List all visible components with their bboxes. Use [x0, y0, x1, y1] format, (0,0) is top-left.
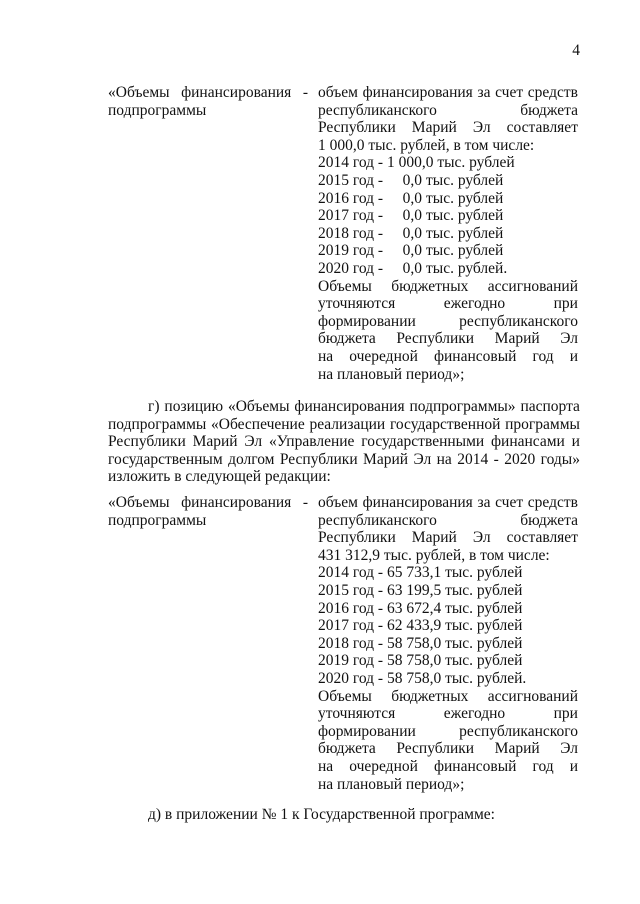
- word: республиканского: [459, 722, 578, 740]
- funding-year-row: [318, 190, 578, 208]
- word: годы»: [540, 450, 580, 468]
- word: бюджета: [520, 511, 578, 529]
- word: Марий: [494, 330, 540, 348]
- note-line: [318, 278, 578, 296]
- word: на: [318, 757, 334, 775]
- word: ежегодно: [443, 295, 506, 313]
- word: объем: [318, 84, 358, 101]
- word: Марий: [411, 119, 457, 137]
- word: бюджетных: [391, 277, 469, 295]
- year-label: 2017 год -: [318, 207, 384, 225]
- word: подпрограммы»: [409, 398, 516, 415]
- year-amount: 0,0: [402, 242, 422, 260]
- paragraph-line: [108, 416, 580, 434]
- word: бюджетных: [391, 687, 469, 705]
- word: «Обеспечение: [211, 415, 305, 433]
- word: Эл: [472, 529, 491, 547]
- year-amount: 0,0: [402, 171, 422, 189]
- word: республиканского: [459, 312, 578, 330]
- paragraph-line: д) в приложении № 1 к Государственной программе:: [148, 806, 495, 823]
- word: объем: [318, 494, 358, 511]
- word: Эл: [472, 119, 491, 137]
- word: Республики: [396, 330, 475, 348]
- year-label: 2018 год -: [318, 224, 384, 242]
- word: и: [571, 433, 580, 451]
- word: уточняются: [318, 705, 396, 723]
- value-line: [318, 494, 578, 512]
- paragraph-line: [108, 433, 580, 451]
- year-amount: 0,0: [402, 207, 422, 225]
- word: финансовый: [433, 757, 517, 775]
- word: ежегодно: [443, 705, 506, 723]
- word: Республики: [396, 740, 475, 758]
- funding-year-row: [318, 242, 578, 260]
- word: Марий: [363, 450, 409, 468]
- value-line: [318, 512, 578, 530]
- word: очередной: [349, 347, 418, 365]
- word: -: [493, 450, 499, 468]
- label-word: финансирования: [181, 84, 292, 101]
- passport-value: [318, 494, 578, 793]
- year-unit: тыс. рублей: [426, 224, 504, 242]
- word: очередной: [349, 757, 418, 775]
- value-line: [318, 102, 578, 120]
- year-unit: тыс. рублей: [426, 242, 504, 260]
- word: позицию: [164, 398, 224, 415]
- year-label: 2019 год -: [318, 242, 384, 260]
- funding-year-row: [318, 207, 578, 225]
- passport-label: [108, 494, 308, 529]
- word: государственной: [389, 415, 501, 433]
- word: реализации: [309, 415, 386, 433]
- year-label: 2016 год -: [318, 189, 384, 207]
- word: Республики: [318, 529, 396, 547]
- value-line: [318, 529, 578, 547]
- label-word: -: [302, 84, 308, 101]
- word: государственным: [108, 450, 223, 468]
- note-line: [318, 758, 578, 776]
- word: г): [148, 398, 160, 415]
- passport-value: [318, 84, 578, 383]
- word: счет: [495, 494, 524, 511]
- paragraph-g: [108, 398, 580, 486]
- word: год: [532, 757, 554, 775]
- year-unit: тыс. рублей: [426, 171, 504, 189]
- word: Республики: [108, 433, 186, 451]
- word: финансирования: [294, 398, 405, 415]
- funding-year-row: [318, 225, 578, 243]
- word: Эл: [244, 433, 263, 451]
- funding-year-row: [318, 260, 578, 278]
- word: Объемы: [318, 687, 372, 705]
- note-line: [318, 705, 578, 723]
- funding-year-row: 2017 год - 62 433,9 тыс. рублей: [318, 617, 523, 635]
- paragraph-line: [108, 451, 580, 469]
- word: при: [553, 705, 578, 723]
- word: Эл: [560, 330, 578, 348]
- funding-year-row: 2016 год - 63 672,4 тыс. рублей: [318, 599, 523, 617]
- word: республиканского: [318, 511, 437, 529]
- word: финансами: [490, 433, 565, 451]
- funding-year-row: [318, 172, 578, 190]
- word: Республики: [279, 450, 358, 468]
- passport-label-line: подпрограммы: [108, 511, 207, 529]
- value-line: [318, 119, 578, 137]
- passport-label-line: подпрограммы: [108, 101, 207, 119]
- word: ассигнований: [487, 687, 578, 705]
- word: бюджета: [318, 740, 376, 758]
- paragraph-line: изложить в следующей редакции:: [108, 468, 331, 486]
- funding-total: 431 312,9 тыс. рублей, в том числе:: [318, 546, 550, 564]
- note-line: на плановый период»;: [318, 365, 465, 383]
- passport-label-line: [108, 84, 308, 102]
- word: Эл: [413, 450, 432, 468]
- word: год: [532, 347, 554, 365]
- word: за: [477, 494, 491, 511]
- funding-year-row: 2015 год - 63 199,5 тыс. рублей: [318, 581, 523, 599]
- note-line: на плановый период»;: [318, 775, 465, 793]
- word: Марий: [192, 433, 238, 451]
- year-unit: тыс. рублей.: [426, 259, 508, 277]
- word: программы: [505, 415, 580, 433]
- funding-total: 1 000,0 тыс. рублей, в том числе:: [318, 136, 535, 154]
- word: составляет: [506, 119, 578, 137]
- paragraph-line: [108, 398, 580, 416]
- word: формировании: [318, 722, 416, 740]
- word: Объемы: [318, 277, 372, 295]
- word: финансовый: [433, 347, 517, 365]
- year-label: 2015 год -: [318, 171, 384, 189]
- word: «Управление: [268, 433, 355, 451]
- word: финансирования: [362, 494, 473, 511]
- value-line: [318, 84, 578, 102]
- word: Марий: [494, 740, 540, 758]
- word: уточняются: [318, 295, 396, 313]
- passport-label-line: [108, 494, 308, 512]
- word: ассигнований: [487, 277, 578, 295]
- word: 2020: [504, 450, 536, 468]
- funding-year-row: 2014 год - 65 733,1 тыс. рублей: [318, 564, 523, 582]
- year-amount: 0,0: [402, 259, 422, 277]
- word: формировании: [318, 312, 416, 330]
- word: средств: [527, 84, 578, 101]
- passport-label: [108, 84, 308, 119]
- word: финансирования: [362, 84, 473, 101]
- word: государственными: [361, 433, 485, 451]
- word: бюджета: [520, 101, 578, 119]
- note-line: [318, 688, 578, 706]
- word: и: [569, 347, 578, 365]
- note-line: [318, 330, 578, 348]
- funding-year-row: 2014 год - 1 000,0 тыс. рублей: [318, 154, 515, 172]
- funding-year-row: 2019 год - 58 758,0 тыс. рублей: [318, 652, 523, 670]
- word: на: [436, 450, 452, 468]
- word: за: [477, 84, 491, 101]
- word: 2014: [457, 450, 489, 468]
- word: при: [553, 295, 578, 313]
- note-line: [318, 348, 578, 366]
- word: Республики: [318, 119, 396, 137]
- word: средств: [527, 494, 578, 511]
- word: бюджета: [318, 330, 376, 348]
- word: на: [318, 347, 334, 365]
- word: долгом: [228, 450, 275, 468]
- note-line: [318, 295, 578, 313]
- word: Марий: [411, 529, 457, 547]
- paragraph-d: [108, 806, 580, 824]
- label-word: «Объемы: [108, 84, 170, 101]
- word: республиканского: [318, 101, 437, 119]
- year-unit: тыс. рублей: [426, 189, 504, 207]
- word: счет: [495, 84, 524, 101]
- year-unit: тыс. рублей: [426, 207, 504, 225]
- note-line: [318, 723, 578, 741]
- label-word: -: [302, 494, 308, 511]
- year-label: 2020 год -: [318, 259, 384, 277]
- word: подпрограммы: [108, 415, 207, 433]
- word: и: [569, 757, 578, 775]
- word: паспорта: [520, 398, 580, 415]
- word: составляет: [506, 529, 578, 547]
- year-amount: 0,0: [402, 224, 422, 242]
- label-word: финансирования: [181, 494, 292, 511]
- funding-year-row: 2020 год - 58 758,0 тыс. рублей.: [318, 669, 527, 687]
- label-word: «Объемы: [108, 494, 170, 511]
- word: Эл: [560, 740, 578, 758]
- note-line: [318, 313, 578, 331]
- word: «Объемы: [227, 398, 290, 415]
- page-number: 4: [572, 42, 580, 59]
- funding-year-row: 2018 год - 58 758,0 тыс. рублей: [318, 634, 523, 652]
- year-amount: 0,0: [402, 189, 422, 207]
- note-line: [318, 740, 578, 758]
